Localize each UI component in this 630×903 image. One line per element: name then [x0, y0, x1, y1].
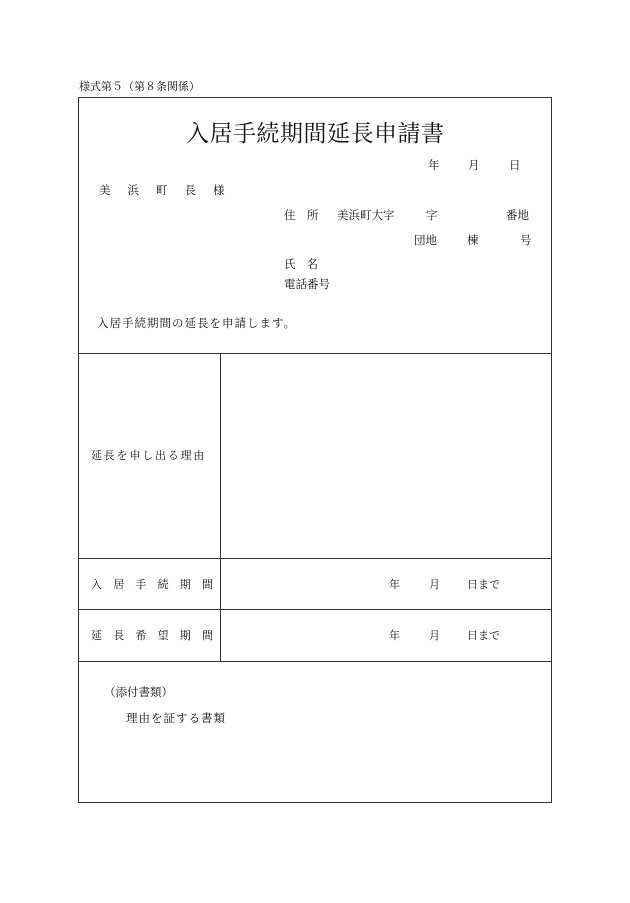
- addressee: 美浜町長様: [99, 183, 242, 197]
- form-number: 様式第５（第８条関係）: [79, 80, 200, 93]
- reason-field[interactable]: [230, 365, 540, 545]
- divider-period: [78, 609, 551, 610]
- divider-reason: [78, 558, 551, 559]
- desired-year[interactable]: 年: [389, 629, 400, 642]
- date-day[interactable]: 日: [509, 158, 521, 172]
- application-statement: 入居手続期間の延長を申請します。: [97, 316, 297, 330]
- reason-label: 延長を申し出る理由: [91, 449, 207, 462]
- period-label: 入居手続期間: [91, 578, 225, 591]
- address-go[interactable]: 号: [520, 233, 532, 247]
- address-aza[interactable]: 字: [426, 208, 438, 222]
- date-month[interactable]: 月: [468, 158, 480, 172]
- period-year[interactable]: 年: [389, 578, 400, 591]
- period-until[interactable]: 日まで: [467, 578, 500, 591]
- phone-label: 電話番号: [284, 277, 330, 291]
- address-to[interactable]: 棟: [467, 233, 479, 247]
- address-label: 住 所: [284, 208, 319, 222]
- desired-until[interactable]: 日まで: [467, 629, 500, 642]
- desired-period-label: 延長希望期間: [91, 629, 225, 642]
- period-month[interactable]: 月: [429, 578, 440, 591]
- address-banchi[interactable]: 番地: [506, 208, 529, 222]
- form-title: 入居手続期間延長申請書: [186, 121, 445, 147]
- attachments-label: （添付書類）: [104, 685, 173, 699]
- name-label: 氏名: [284, 257, 329, 271]
- divider-desired: [78, 661, 551, 662]
- address-prefix: 美浜町大字: [337, 208, 395, 222]
- address-danchi[interactable]: 団地: [414, 233, 437, 247]
- desired-month[interactable]: 月: [429, 629, 440, 642]
- table-column-divider: [220, 353, 221, 661]
- attachment-item: 理由を証する書類: [126, 711, 226, 725]
- divider-header: [78, 353, 551, 354]
- date-year[interactable]: 年: [428, 158, 440, 172]
